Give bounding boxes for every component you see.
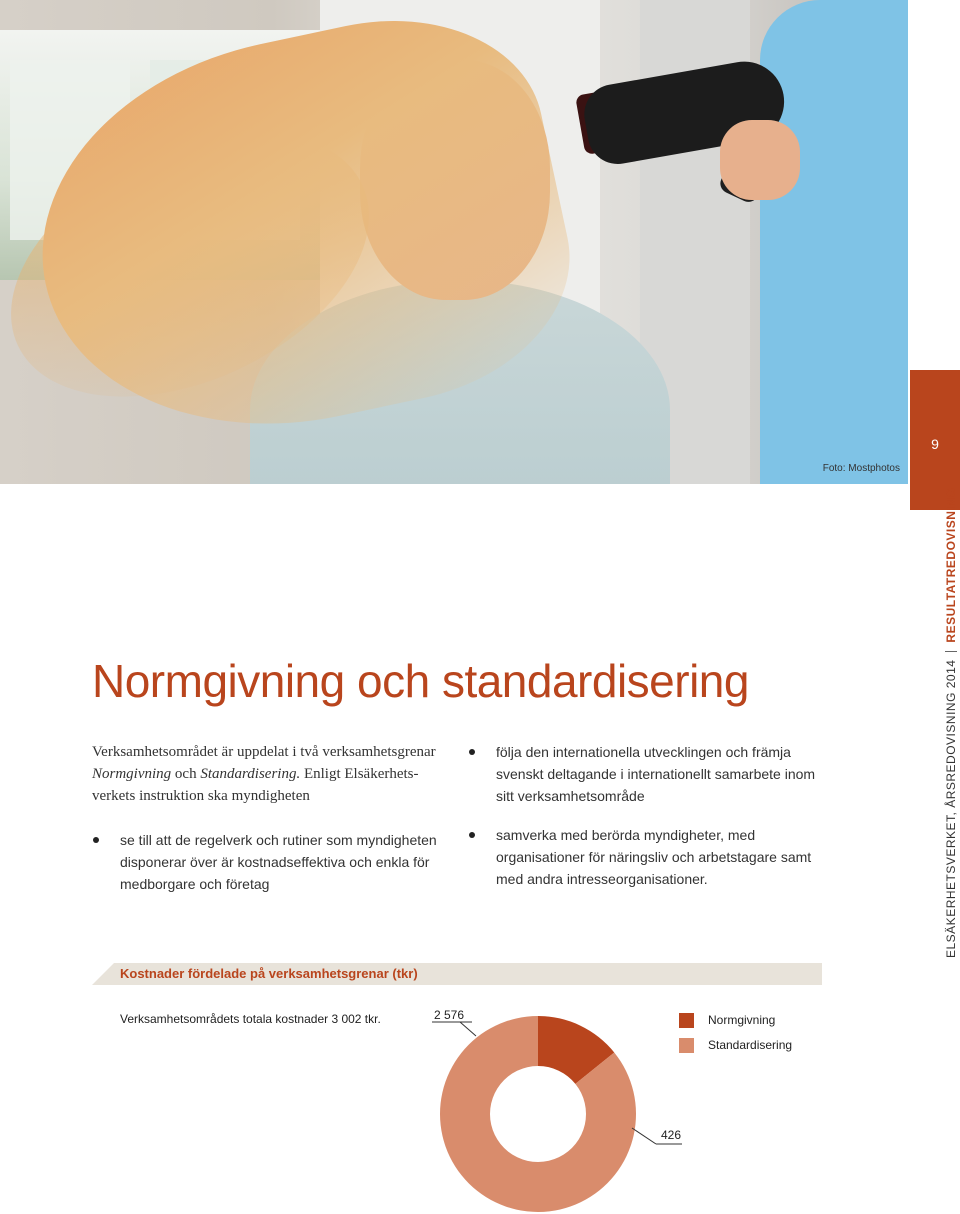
list-item: [496, 741, 836, 807]
list-item-text: samverka med berörda myndigheter, med organisationer för näringsliv och arbetstagare samt med andra intresseorganisationer.: [496, 827, 812, 887]
label-leader: [632, 1128, 656, 1144]
page-title: Normgivning och standardisering: [92, 655, 749, 707]
intro-text: Enligt Elsäkerhets-verkets instruktion ska myndigheten: [92, 766, 419, 804]
intro-italic: Standardisering.: [200, 766, 301, 782]
chart-title: Kostnader fördelade på verksamhetsgrenar (tkr): [120, 966, 418, 981]
list-item-text: se till att de regelverk och rutiner som myndigheten disponerar över är kostnadseffektiva och enkla för medborgare och företag: [120, 832, 437, 892]
donut-chart: [420, 1000, 700, 1214]
photo-credit: Foto: Mostphotos: [822, 463, 900, 474]
intro-text: och: [171, 766, 201, 782]
chart-subtitle: Verksamhetsområdets totala kostnader 3 002 tkr.: [120, 1012, 381, 1026]
bullet-icon: [469, 832, 475, 838]
list-item-text: följa den internationella utvecklingen och främja svenskt deltagande i internationellt samarbete inom sitt verksamhetsområde: [496, 744, 816, 804]
section-label: RESULTATREDOVISNING: [944, 487, 958, 643]
intro-italic: Normgivning: [92, 766, 172, 782]
bullet-icon: [469, 749, 475, 755]
intro-text: Verksamhetsområdet är uppdelat i två verksamhetsgrenar: [92, 744, 436, 760]
list-item: [496, 824, 836, 890]
divider: [945, 651, 957, 652]
legend-label: Normgivning: [708, 1013, 776, 1027]
bullet-icon: [93, 837, 99, 843]
publication-label: ELSÄKERHETSVERKET, ÅRSREDOVISNING 2014: [944, 659, 958, 958]
hairdresser-shirt: [760, 0, 908, 484]
running-header: [944, 488, 958, 958]
page-number: 9: [931, 436, 939, 452]
hero-photo: [0, 0, 908, 484]
list-item: [120, 829, 460, 895]
label-leader: [460, 1022, 476, 1036]
chart-header-bar: [92, 963, 822, 985]
data-label-normgivning: 426: [661, 1128, 682, 1142]
header-corner: [92, 963, 114, 985]
intro-paragraph: [92, 741, 448, 807]
legend-label: Standardisering: [708, 1038, 793, 1052]
hand: [720, 120, 800, 200]
data-label-standardisering: 2 576: [434, 1008, 465, 1022]
